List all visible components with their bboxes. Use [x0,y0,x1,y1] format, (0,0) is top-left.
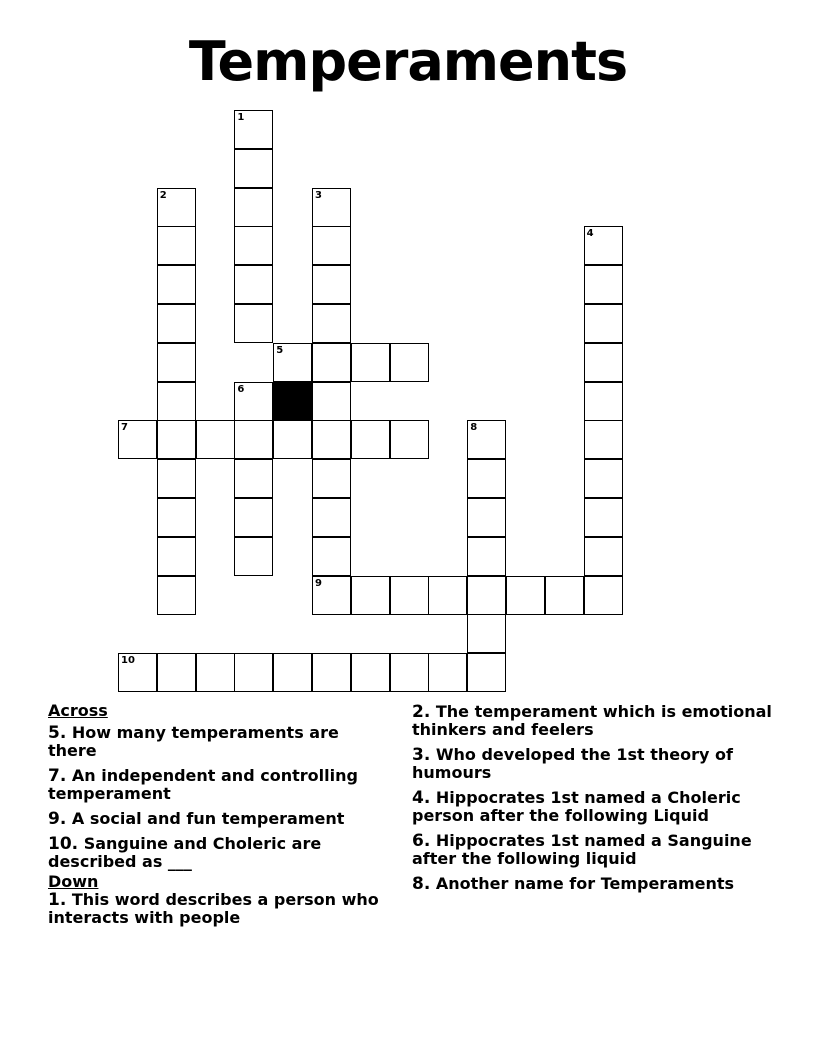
grid-cell[interactable] [545,576,584,615]
grid-cell[interactable] [157,188,196,227]
clue-text: Who developed the 1st theory of humours [412,745,733,782]
grid-cell[interactable] [312,343,351,382]
grid-cell[interactable] [157,459,196,498]
clue-number: 1. [48,890,67,910]
grid-cell[interactable] [312,459,351,498]
clue-down-1 [48,891,393,927]
grid-cell[interactable] [196,420,235,459]
grid-cell[interactable] [157,265,196,304]
grid-cell[interactable] [584,498,623,537]
clue-number: 5. [48,723,67,743]
grid-cell[interactable] [234,188,273,227]
grid-cell[interactable] [506,576,545,615]
grid-cell[interactable] [584,343,623,382]
clue-number-label: 5 [276,344,284,356]
grid-cell[interactable] [312,420,351,459]
grid-cell[interactable] [157,576,196,615]
clue-text: How many temperaments are there [48,723,339,760]
clue-number-label: 3 [315,189,322,201]
grid-cell[interactable] [312,537,351,576]
page-title: Temperaments [188,30,628,93]
grid-cell[interactable] [390,343,429,382]
grid-cell[interactable] [584,537,623,576]
clue-text: Sanguine and Choleric are described as ___ [48,834,322,871]
grid-cell[interactable] [234,265,273,304]
clue-number-label: 6 [237,383,245,395]
grid-cell[interactable] [390,576,429,615]
grid-cell[interactable] [234,653,273,692]
grid-cell[interactable] [351,420,390,459]
clue-number: 10. [48,834,79,854]
clue-text: An independent and controlling temperament [48,766,358,803]
grid-cell[interactable] [351,343,390,382]
clue-number-label: 9 [315,577,322,589]
grid-cell[interactable] [273,420,312,459]
clue-text: Another name for Temperaments [435,874,735,893]
grid-cell[interactable] [584,459,623,498]
grid-cell[interactable] [157,498,196,537]
grid-cell[interactable] [428,653,467,692]
grid-cell[interactable] [157,226,196,265]
grid-cell[interactable] [157,343,196,382]
clue-across-5 [48,724,393,760]
grid-cell[interactable] [234,498,273,537]
grid-cell[interactable] [467,420,506,459]
grid-cell[interactable] [584,382,623,421]
grid-cell[interactable] [312,382,351,421]
grid-cell[interactable] [234,382,273,421]
grid-cell[interactable] [157,420,196,459]
clue-number-label: 8 [470,422,478,434]
grid-cell[interactable] [234,304,273,343]
clue-down-6 [412,832,782,868]
clue-number: 2. [412,702,431,722]
clue-number-label: 10 [121,655,135,667]
grid-cell[interactable] [312,188,351,227]
grid-cell[interactable] [584,304,623,343]
black-cell [273,382,312,421]
grid-cell[interactable] [390,653,429,692]
grid-cell[interactable] [234,226,273,265]
grid-cell[interactable] [157,653,196,692]
grid-cell[interactable] [273,653,312,692]
grid-cell[interactable] [351,576,390,615]
grid-cell[interactable] [584,226,623,265]
clue-text: Hippocrates 1st named a Sanguine after the following liquid [412,831,752,868]
grid-cell[interactable] [467,576,506,615]
clue-number: 3. [412,745,431,765]
down-heading: Down [48,872,99,891]
clue-text: The temperament which is emotional thinkers and feelers [412,702,772,739]
grid-cell[interactable] [390,420,429,459]
grid-cell[interactable] [312,304,351,343]
clues-left-column [48,702,393,934]
grid-cell[interactable] [467,459,506,498]
grid-cell[interactable] [584,265,623,304]
clue-down-2 [412,703,782,739]
grid-cell[interactable] [467,498,506,537]
across-heading: Across [48,701,108,720]
grid-cell[interactable] [234,537,273,576]
clue-number-label: 7 [121,422,128,434]
grid-cell[interactable] [118,420,157,459]
grid-cell[interactable] [312,226,351,265]
grid-cell[interactable] [467,653,506,692]
clue-down-4 [412,789,782,825]
clue-down-3 [412,746,782,782]
clue-across-7 [48,767,393,803]
clue-number: 7. [48,766,67,786]
grid-cell[interactable] [118,653,157,692]
grid-cell[interactable] [157,537,196,576]
clue-number-label: 2 [159,189,167,201]
clue-down-8 [412,875,782,893]
grid-cell[interactable] [312,265,351,304]
clue-text: This word describes a person who interacts with people [48,890,379,927]
grid-cell[interactable] [273,343,312,382]
grid-cell[interactable] [312,576,351,615]
clue-number: 9. [48,809,67,829]
grid-cell[interactable] [312,498,351,537]
clue-number-label: 4 [586,228,594,240]
clue-number: 4. [412,788,431,808]
clues-right-column [412,703,782,900]
grid-cell[interactable] [234,459,273,498]
clue-number: 6. [412,831,431,851]
grid-cell[interactable] [234,110,273,149]
clue-across-9 [48,810,393,828]
grid-cell[interactable] [234,420,273,459]
clue-text: Hippocrates 1st named a Choleric person after the following Liquid [412,788,741,825]
clue-number-label: 1 [237,112,245,123]
grid-cell[interactable] [157,304,196,343]
clue-across-10 [48,835,393,871]
grid-cell[interactable] [234,149,273,188]
grid-cell[interactable] [196,653,235,692]
grid-cell[interactable] [467,614,506,653]
grid-cell[interactable] [428,576,467,615]
grid-cell[interactable] [312,653,351,692]
grid-cell[interactable] [157,382,196,421]
grid-cell[interactable] [351,653,390,692]
grid-cell[interactable] [584,576,623,615]
clue-number: 8. [412,874,431,894]
grid-cell[interactable] [584,420,623,459]
grid-cell[interactable] [467,537,506,576]
clue-text: A social and fun temperament [71,809,345,828]
